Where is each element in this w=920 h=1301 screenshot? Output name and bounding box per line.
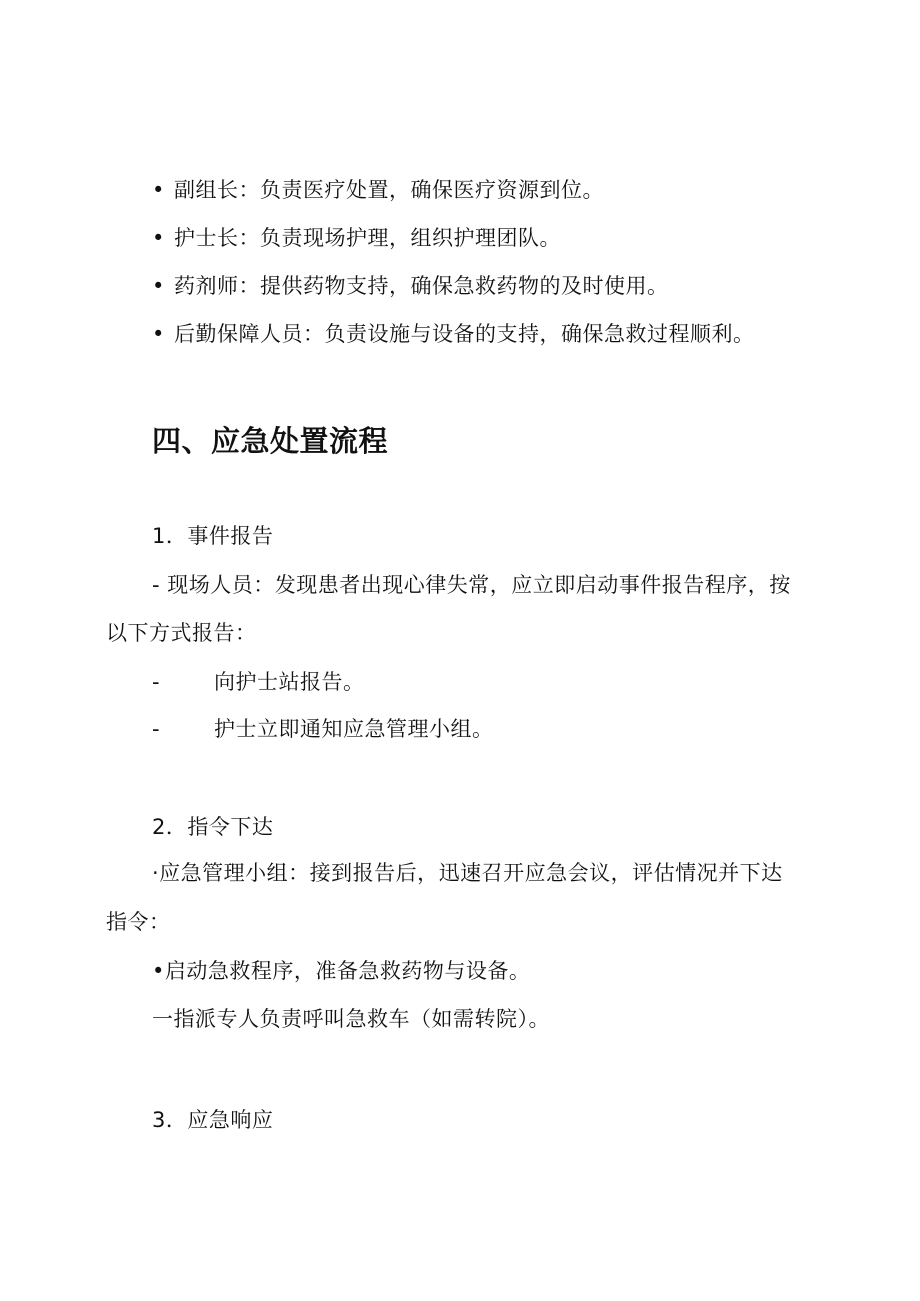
- sub-item-text: 向护士站报告。: [214, 670, 365, 694]
- step-1-paragraph-line-1: - 现场人员：发现患者出现心律失常，应立即启动事件报告程序，按: [152, 573, 791, 597]
- step-3-title: 3．应急响应: [152, 1108, 274, 1132]
- step-2-paragraph-line-2: 指令：: [106, 910, 171, 934]
- list-item-text: 药剂师：提供药物支持，确保急救药物的及时使用。: [174, 274, 669, 298]
- bullet-dot: •: [152, 274, 165, 298]
- section-heading: 四、应急处置流程: [152, 424, 389, 458]
- step-2-item-1: •启动急救程序，准备急救药物与设备。: [152, 959, 531, 983]
- sub-item-text: 护士立即通知应急管理小组。: [214, 717, 494, 741]
- list-item-text: 护士长：负责现场护理，组织护理团队。: [174, 226, 561, 250]
- list-item-text: 副组长：负责医疗处置，确保医疗资源到位。: [174, 178, 604, 202]
- dash-mark: -: [152, 670, 161, 694]
- bullet-dot: •: [152, 178, 165, 202]
- list-item-deputy-leader: [152, 176, 604, 204]
- step-2-paragraph-line-1: ·应急管理小组：接到报告后，迅速召开应急会议，评估情况并下达: [152, 861, 783, 885]
- list-item-head-nurse: [152, 224, 561, 252]
- list-item-logistics: [152, 320, 755, 348]
- list-item-pharmacist: [152, 272, 669, 300]
- step-1-title: 1．事件报告: [152, 524, 274, 548]
- step-2-title: 2．指令下达: [152, 815, 274, 839]
- step-1-sub-item-2: [152, 715, 494, 743]
- list-item-text: 后勤保障人员：负责设施与设备的支持，确保急救过程顺利。: [174, 322, 755, 346]
- step-2-item-2: 一指派专人负责呼叫急救车（如需转院）。: [152, 1007, 550, 1031]
- bullet-dot: •: [152, 322, 165, 346]
- step-1-sub-item-1: [152, 668, 365, 696]
- bullet-dot: •: [152, 226, 165, 250]
- step-1-paragraph-line-2: 以下方式报告：: [106, 621, 257, 645]
- dash-mark: -: [152, 717, 161, 741]
